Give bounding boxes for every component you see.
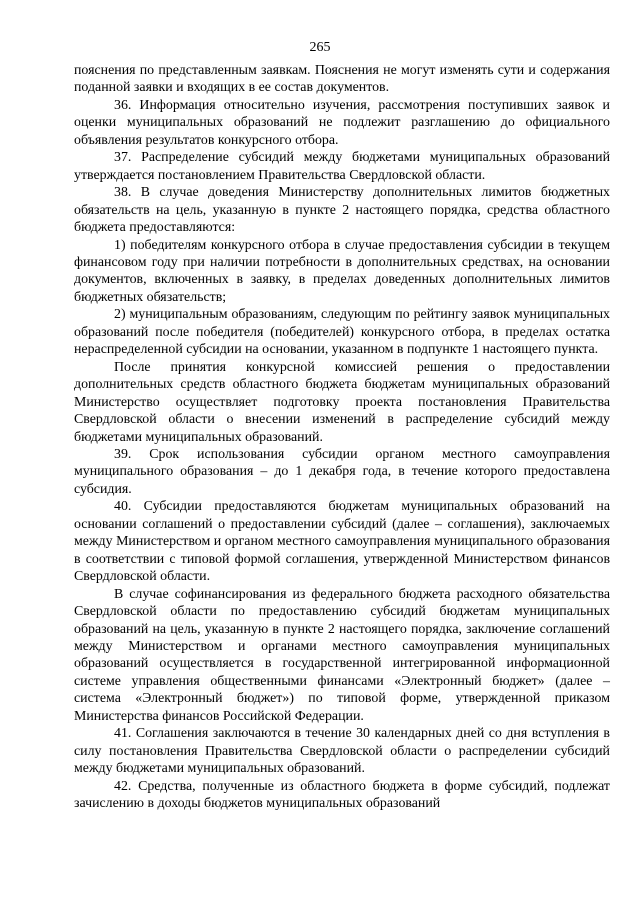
paragraph: 1) победителям конкурсного отбора в случае предоставления субсидии в текущем финансовом году при наличии потребности в дополнительных средствах, на основании документов, включенных в заявку, в пределах доведенных дополнительных лимитов бюджетных обязательств; [74, 237, 610, 305]
paragraph: 42. Средства, полученные из областного бюджета в форме субсидий, подлежат зачислению в доходы бюджетов муниципальных образований [74, 778, 610, 812]
page-number: 265 [309, 40, 331, 55]
paragraph: 40. Субсидии предоставляются бюджетам муниципальных образований на основании соглашений о предоставлении субсидий (далее – соглашения), заключаемых между Министерством и органом местного самоуправления муниципального образования в соответствии с типовой формой соглашения, утвержденной Министерством финансов Свердловской области. [74, 499, 610, 585]
paragraph: 36. Информация относительно изучения, рассмотрения поступивших заявок и оценки муниципальных образований не подлежит разглашению до официального объявления результатов конкурсного отбора. [74, 97, 610, 148]
paragraph: После принятия конкурсной комиссией решения о предоставлении дополнительных средств областного бюджета бюджетам муниципальных образований Министерство осуществляет подготовку проекта постановления Правительства Свердловской области о внесении изменений в распределение субсидий между бюджетами муниципальных образований. [74, 359, 610, 445]
document-body [74, 62, 610, 812]
paragraph: пояснения по представленным заявкам. Пояснения не могут изменять сути и содержания поданной заявки и входящих в ее состав документов. [74, 63, 610, 96]
paragraph: 41. Соглашения заключаются в течение 30 календарных дней со дня вступления в силу постановления Правительства Свердловской области о распределении субсидий между бюджетами муниципальных образований. [74, 726, 610, 777]
paragraph: 39. Срок использования субсидии органом местного самоуправления муниципального образования – до 1 декабря года, в течение которого предоставлена субсидия. [74, 446, 610, 497]
paragraph: В случае софинансирования из федерального бюджета расходного обязательства Свердловской области по предоставлению субсидий бюджетам муниципальных образований на цель, указанную в пункте 2 настоящего порядка, заключение соглашений между Министерством и органами местного самоуправления муниципальных образований осуществляется в государственной интегрированной информационной системе управления общественными финансами «Электронный бюджет» (далее – система «Электронный бюджет») по типовой форме, утвержденной приказом Министерства финансов Российской Федерации. [74, 586, 610, 724]
paragraph: 37. Распределение субсидий между бюджетами муниципальных образований утверждается постановлением Правительства Свердловской области. [74, 150, 610, 183]
paragraph: 38. В случае доведения Министерству дополнительных лимитов бюджетных обязательств на цель, указанную в пункте 2 настоящего порядка, средства областного бюджета предоставляются: [74, 185, 610, 236]
paragraph: 2) муниципальным образованиям, следующим по рейтингу заявок муниципальных образований после победителя (победителей) конкурсного отбора, в пределах остатка нераспределенной субсидии на основании, указанном в подпункте 1 настоящего пункта. [74, 307, 610, 358]
